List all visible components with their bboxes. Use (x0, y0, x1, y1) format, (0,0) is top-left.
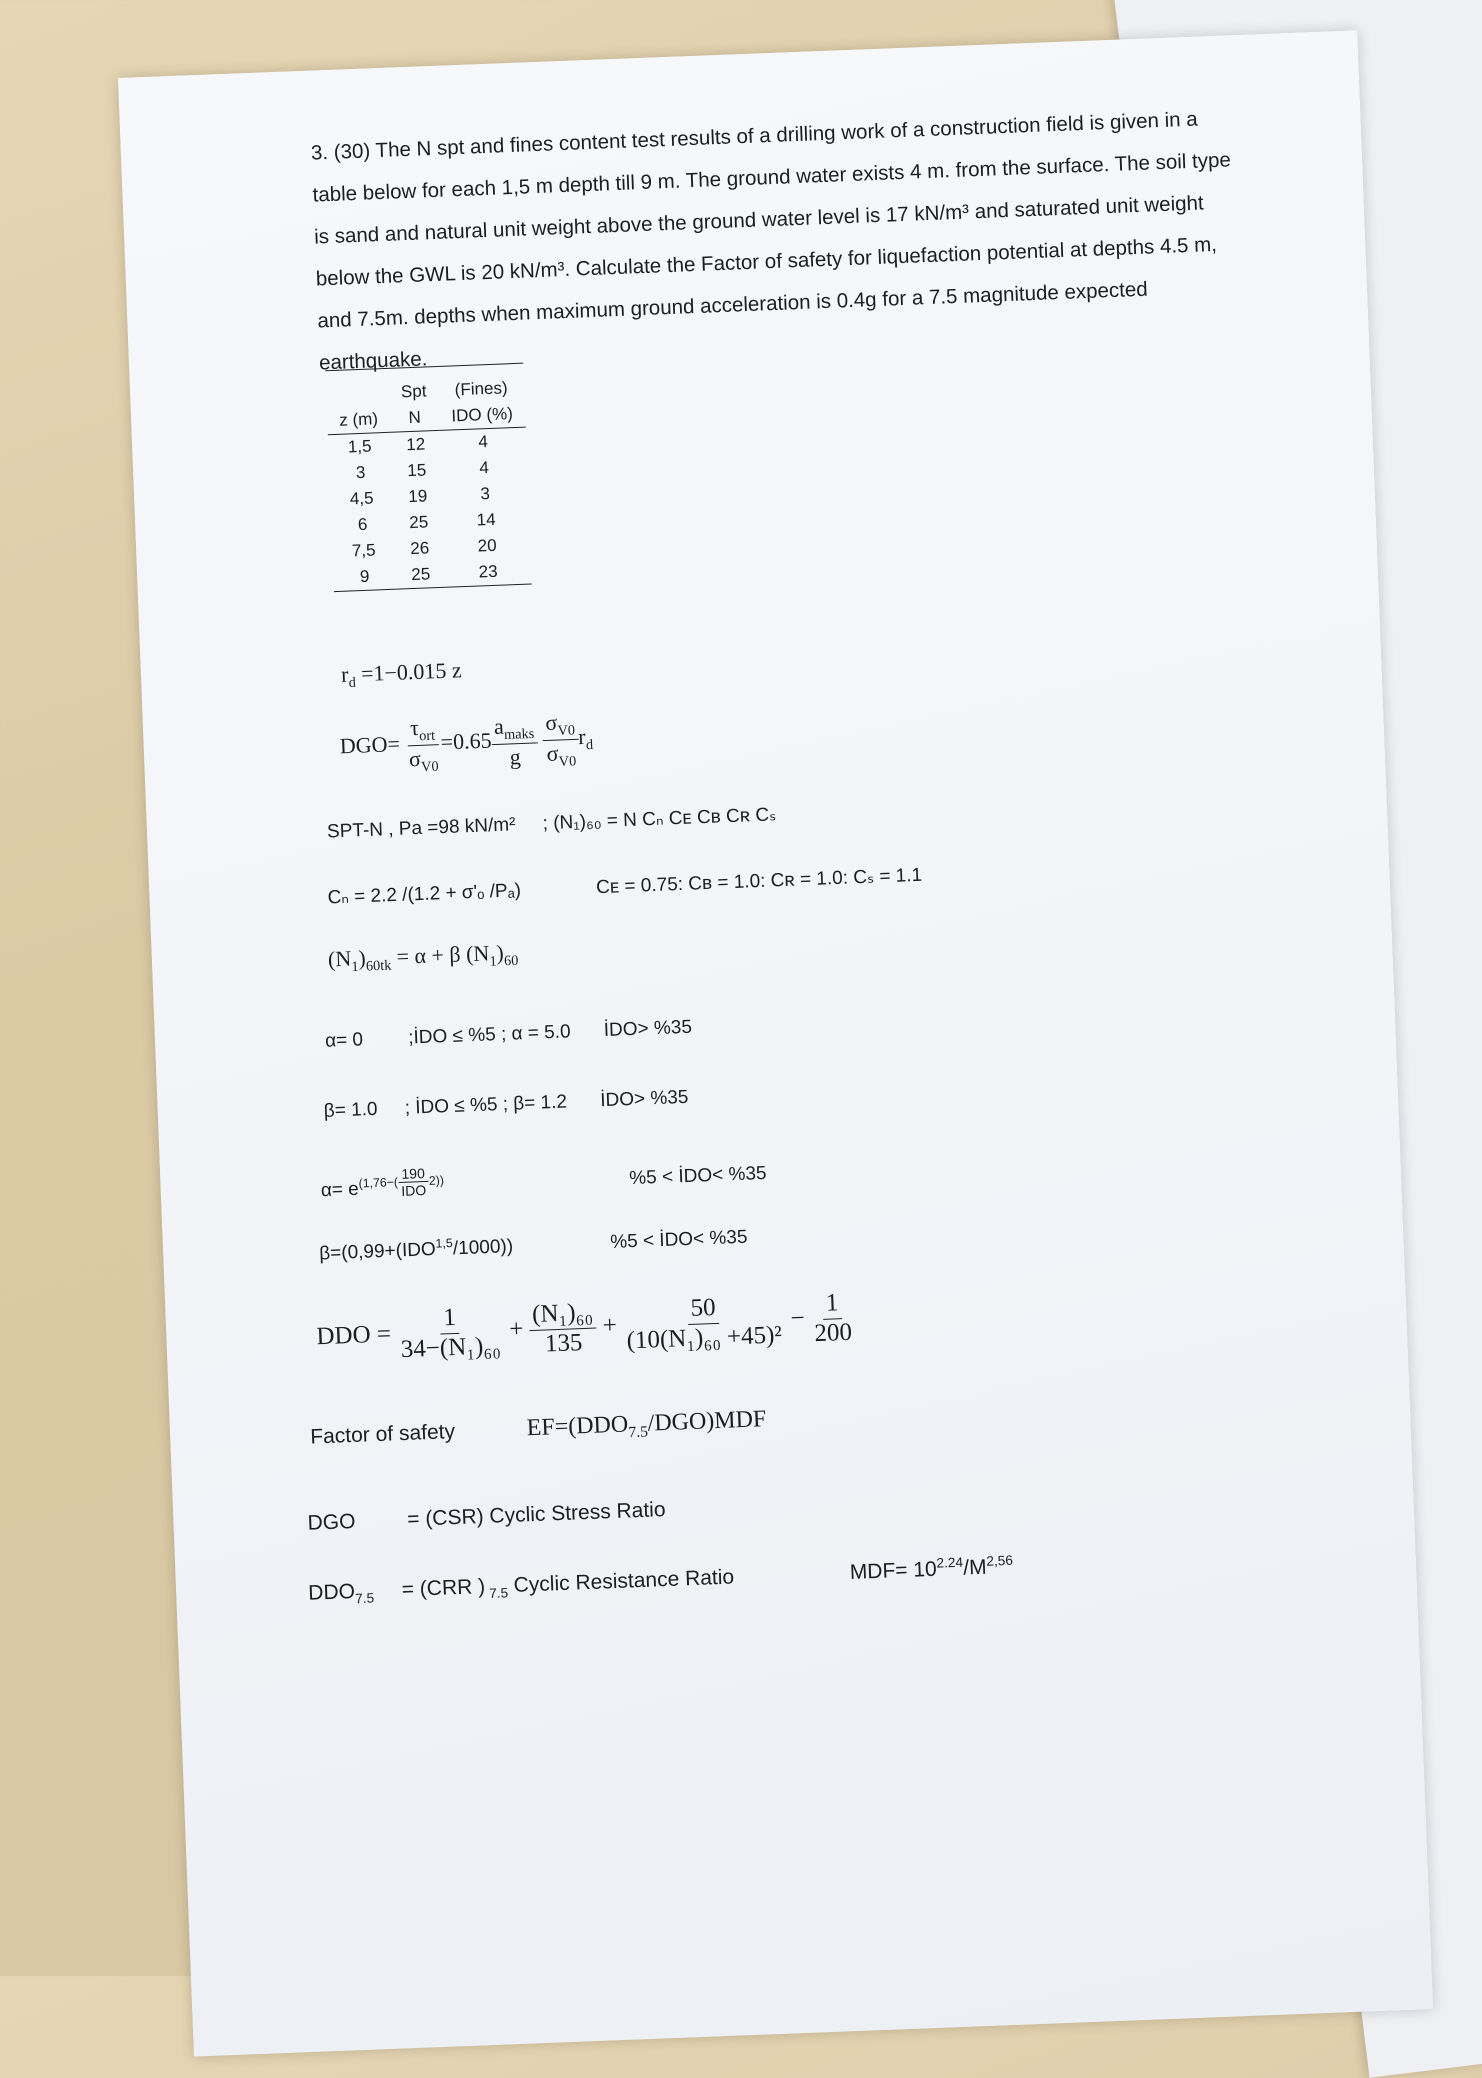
beta-exp-formula: β=(0,99+(IDO$^{1,5}$/1000)) %5 < İDO< %35 (318, 1227, 748, 1265)
problem-statement (310, 95, 1299, 384)
cell-n: 19 (407, 486, 428, 507)
header-cell (325, 368, 389, 408)
spt-table (325, 363, 531, 592)
cell-depth: 3 (355, 462, 366, 483)
problem-line: is sand and natural unit weight above the ground water level is 17 kN/m³ and saturated unit weight (313, 191, 1205, 249)
cell-n: 25 (396, 561, 447, 589)
cell-n: 15 (406, 460, 427, 481)
problem-line: below the GWL is 20 kN/m³. Calculate the Factor of safety for liquefaction potential at depths 4.5 m, (315, 232, 1218, 291)
alpha-exp-formula: $\alpha= e^{(1,76-( \frac{190}{\text{IDO}} 2))}$ %5 < İDO< %35 (320, 1163, 767, 1202)
rd-formula: $r_d =1-0.015$ z (340, 657, 463, 691)
cell-ido: 4 (479, 458, 490, 478)
header-cell: IDO (%) (439, 401, 525, 431)
cell-ido: 3 (480, 484, 491, 504)
cn-line: Cₙ = 2.2 /(1.2 + σ'ₒ /Pₐ) Cᴇ = 0.75: Cʙ = 1.0: Cʀ = 1.0: Cₛ = 1.1 (327, 864, 923, 909)
cell-depth: 6 (357, 514, 368, 535)
alpha-conditions: α= 0 ;İDO ≤ %5 ; α = 5.0 İDO> %35 (324, 1016, 693, 1052)
header-cell: z (m) (327, 406, 391, 435)
beta-conditions: β= 1.0 ; İDO ≤ %5 ; β= 1.2 İDO> %35 (323, 1086, 689, 1122)
cell-n: 12 (405, 434, 426, 455)
n160tk-formula: $(N_1)_{60tk} = \alpha + \beta$ $(N_1)_{60}$ (327, 939, 519, 976)
paper-sheet (118, 30, 1433, 2056)
cell-depth: 4,5 (349, 488, 374, 509)
header-cell: N (390, 404, 441, 432)
cell-depth: 1,5 (347, 436, 372, 457)
dgo-definition: DGO = (CSR) Cyclic Stress Ratio (307, 1498, 666, 1535)
cell-ido: 23 (445, 558, 531, 588)
cell-n: 25 (408, 512, 429, 533)
cell-depth: 9 (333, 563, 397, 592)
ddo-definition: $DDO_{7.5} = (CRR$ ) $_{7.5}$ Cyclic Resistance Ratio $MDF= 10^{2.24}/M^{2,56}$ (307, 1552, 1014, 1607)
cell-depth: 7,5 (351, 540, 376, 561)
cell-ido: 14 (476, 509, 496, 530)
ddo-formula: DDO = $\frac{1}{\text{34−(N₁)₆₀}}$ + $\frac{\text{(N₁)₆₀}}{135}$ + $\frac{50}{\text{(10(N₁)₆₀ +45)²}}$ − $\frac{1}{200}$ (315, 1289, 853, 1363)
cell-n: 26 (409, 538, 430, 559)
cell-ido: 20 (477, 535, 497, 556)
problem-line: 3. (30) The N spt and fines content test results of a drilling work of a construction field is given in a (310, 107, 1199, 165)
factor-of-safety: Factor of safety $EF=(DDO_{7.5}/DGO)MDF$ (309, 1406, 767, 1449)
problem-line: earthquake. (318, 347, 428, 375)
dgo-formula: DGO= $\frac{\tau_{ort}}{\sigma_{V0}}$ =0.65 $\frac{a_{maks}}{g}$ $\frac{\sigma_{V0}}{\sigma_{V0}}$ $r_d$ (339, 709, 594, 776)
problem-line: and 7.5m. depths when maximum ground acceleration is 0.4g for a 7.5 magnitude expected (317, 277, 1149, 333)
header-cell: Spt (388, 366, 439, 405)
problem-line: table below for each 1,5 m depth till 9 m. The ground water exists 4 m. from the surface. The soil type (312, 148, 1232, 207)
cell-ido: 4 (478, 432, 489, 452)
header-cell: (Fines) (438, 363, 525, 404)
spt-line: SPT-N , Pa =98 kN/m² ; (N₁)₆₀ = N Cₙ Cᴇ Cʙ Cʀ Cₛ (326, 804, 777, 843)
